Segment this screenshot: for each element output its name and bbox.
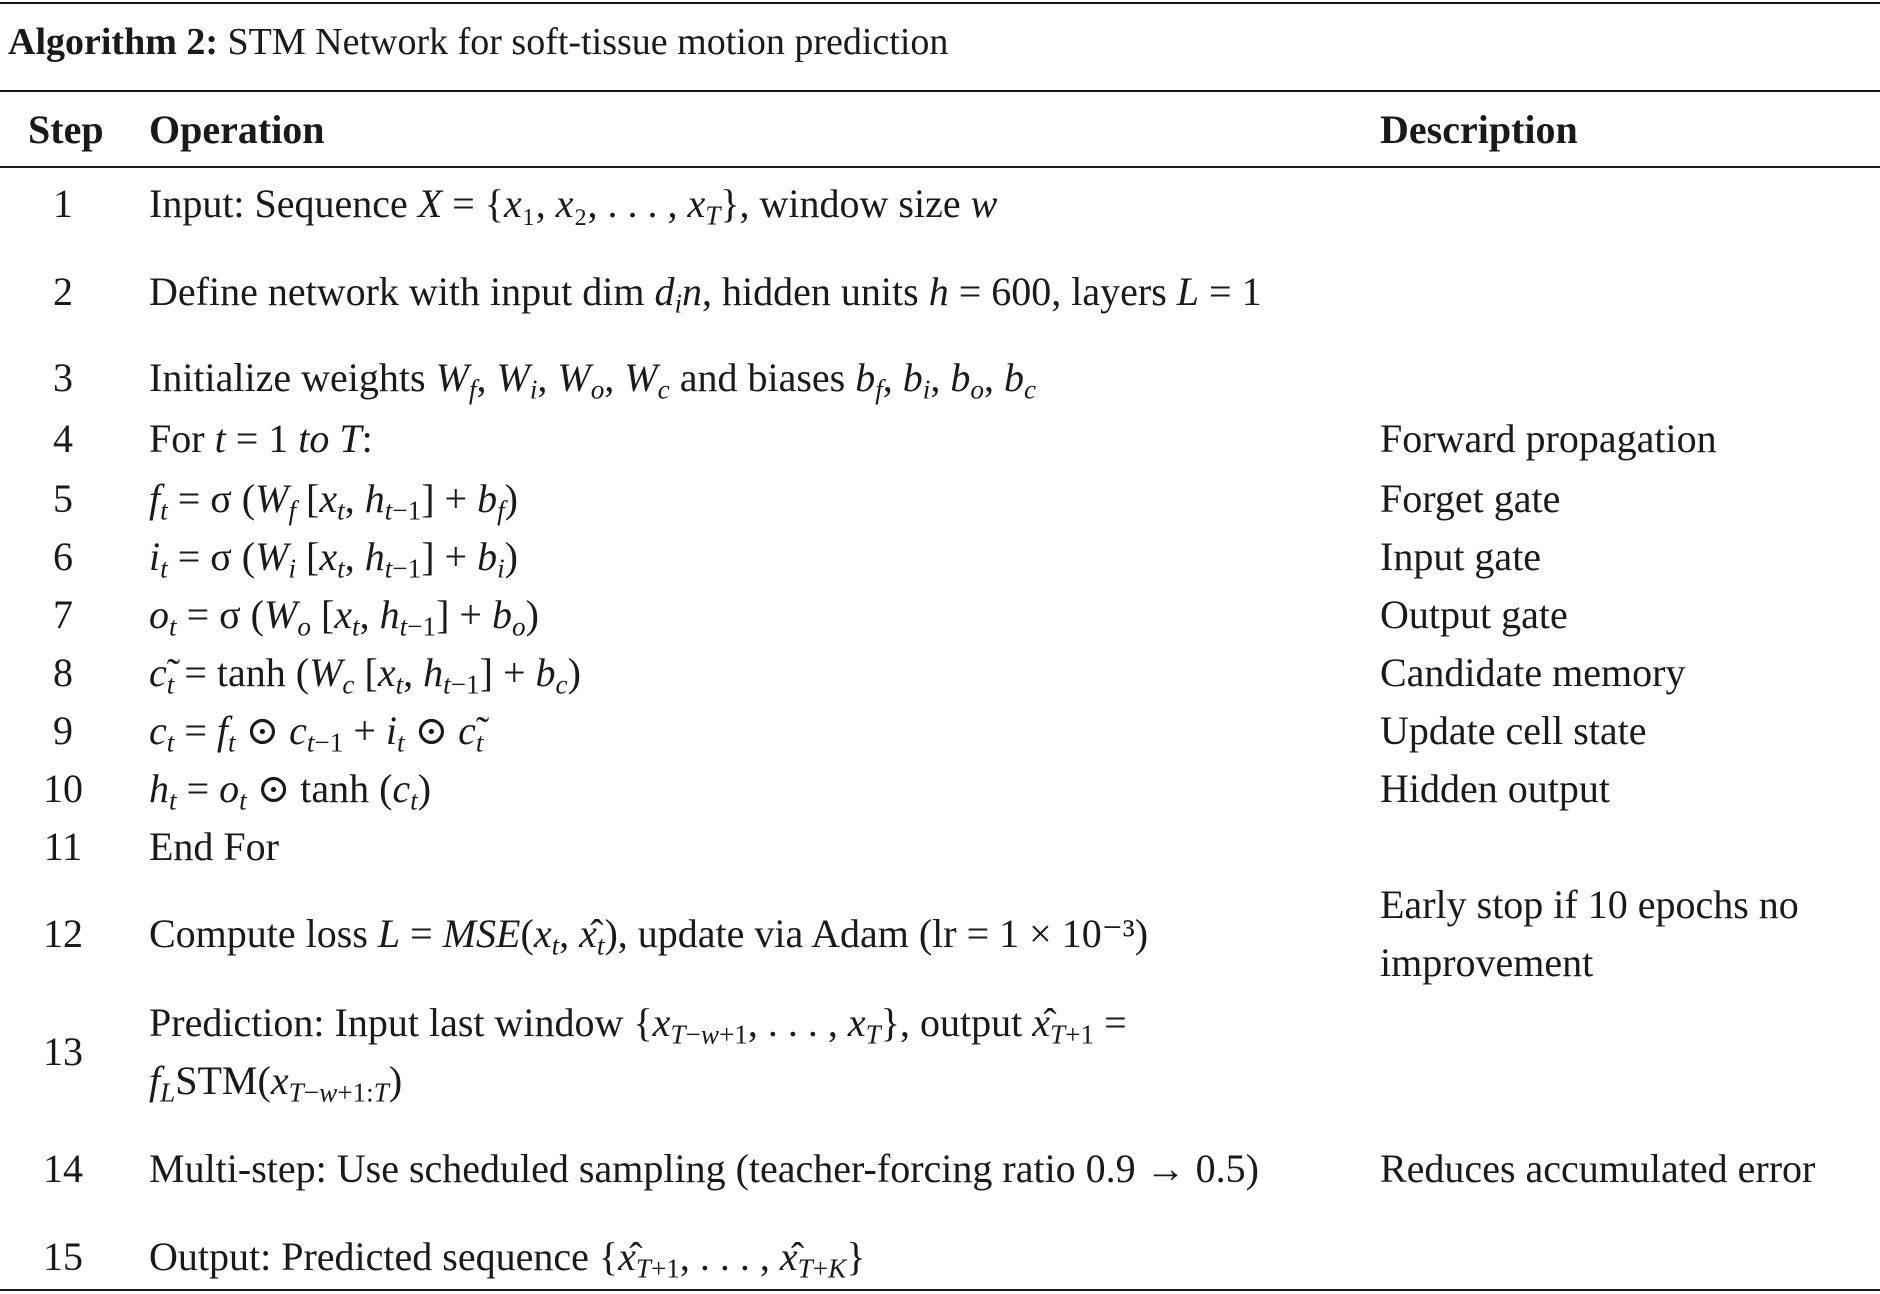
operation-cell (149, 644, 1349, 702)
operation-text: Compute loss $L = MSE(x_t$, $x_t$), update via Adam (lr = 1 × 10⁻³) (149, 911, 1149, 961)
operation-text: $c_t = f_t$ ⊙ $c_{t-1} + i_t$ ⊙ $c_t$ (149, 708, 484, 758)
operation-cell (149, 410, 1349, 468)
step-number: 15 (43, 1234, 83, 1279)
operation-cell (149, 470, 1349, 528)
operation-text: Input: Sequence X = {x₁, x₂, . . . , $x_T$}, window size w (149, 181, 998, 231)
step-number: 14 (43, 1146, 83, 1191)
operation-cell (149, 1110, 1349, 1228)
operation-cell (149, 174, 1349, 234)
operation-text: For t = 1 to T: (149, 416, 373, 461)
description-text: Reduces accumulated error (1380, 1146, 1816, 1191)
operation-text: $i_t = \sigma$ ($W_i$ [$x_t$, $h_{t-1}] + b_i$) (149, 534, 518, 584)
operation-cell (149, 818, 1349, 876)
caption-rule (0, 90, 1880, 92)
step-number: 5 (53, 476, 73, 521)
header-step: Step (28, 107, 104, 152)
description-cell (1380, 760, 1870, 818)
operation-cell (149, 234, 1349, 350)
step-number: 7 (53, 592, 73, 637)
operation-text: $o_t = \sigma$ ($W_o$ [$x_t$, $h_{t-1}] + b_o$) (149, 592, 539, 642)
step-number: 4 (53, 416, 73, 461)
description-cell (1380, 702, 1870, 760)
step-number: 2 (53, 269, 73, 314)
description-text: Update cell state (1380, 708, 1647, 753)
step-number: 9 (53, 708, 73, 753)
description-text: Output gate (1380, 592, 1568, 637)
operation-cell (149, 994, 1349, 1110)
table-row (0, 586, 1880, 644)
operation-cell (149, 876, 1349, 992)
table-row (0, 470, 1880, 528)
operation-cell (149, 1228, 1349, 1286)
description-text: Hidden output (1380, 766, 1610, 811)
operation-text: Initialize weights $W_f$, $W_i$, $W_o$, $W_c$ and biases $b_f$, $b_i$, $b_o$, $b_c$ (149, 355, 1037, 405)
description-text: Forget gate (1380, 476, 1561, 521)
table-row (0, 1110, 1880, 1228)
table-row (0, 174, 1880, 234)
table-row (0, 760, 1880, 818)
step-number: 11 (43, 824, 83, 869)
table-row (0, 410, 1880, 468)
header-operation: Operation (149, 107, 325, 152)
operation-text: Define network with input dim $d_in$, hidden units h = 600, layers L = 1 (149, 269, 1262, 319)
operation-text: Multi-step: Use scheduled sampling (teacher-forcing ratio 0.9 → 0.5) (149, 1146, 1259, 1191)
step-number: 13 (43, 1029, 83, 1074)
description-text: Forward propagation (1380, 416, 1717, 461)
table-row (0, 644, 1880, 702)
table-row (0, 528, 1880, 586)
operation-cell (149, 702, 1349, 760)
table-row (0, 702, 1880, 760)
description-text: Input gate (1380, 534, 1542, 579)
operation-cell (149, 586, 1349, 644)
step-number: 10 (43, 766, 83, 811)
step-number: 6 (53, 534, 73, 579)
description-cell (1380, 528, 1870, 586)
operation-cell (149, 760, 1349, 818)
table-row (0, 994, 1880, 1110)
operation-text: $c_t = \tanh (W_c$ [$x_t$, $h_{t-1}] + b_c$) (149, 650, 581, 700)
operation-text: Prediction: Input last window {$x_{T-w+1}$, . . . , $x_T$}, output $x_{T+1} = f_LSTM(x_{T-w+1:T})$ (149, 1000, 1137, 1108)
table-row (0, 876, 1880, 992)
operation-text: $f_t = \sigma$ ($W_f$ [$x_t$, $h_{t-1}] + b_f$) (149, 476, 518, 526)
operation-cell (149, 348, 1349, 408)
caption-label: Algorithm 2: (8, 21, 219, 63)
operation-cell (149, 528, 1349, 586)
operation-text: $h_t = o_t$ ⊙ $\tanh (c_t)$ (149, 766, 432, 816)
description-cell (1380, 470, 1870, 528)
description-text: Candidate memory (1380, 650, 1686, 695)
table-row (0, 1228, 1880, 1286)
description-cell (1380, 1110, 1870, 1228)
table-row (0, 348, 1880, 408)
description-cell (1380, 1228, 1870, 1286)
step-number: 12 (43, 911, 83, 956)
description-cell (1380, 410, 1870, 468)
operation-text: Output: Predicted sequence {$x_{T+1}$, . . . , $x_{T+K}$} (149, 1234, 866, 1284)
description-cell (1380, 994, 1870, 1110)
step-number: 1 (53, 181, 73, 226)
step-number: 3 (53, 355, 73, 400)
header-description: Description (1380, 107, 1578, 152)
description-cell (1380, 876, 1870, 992)
caption-title: STM Network for soft-tissue motion prediction (227, 21, 949, 63)
description-cell (1380, 348, 1870, 408)
step-number: 8 (53, 650, 73, 695)
description-cell (1380, 234, 1870, 350)
description-cell (1380, 818, 1870, 876)
table-row (0, 234, 1880, 350)
operation-text: End For (149, 824, 279, 869)
description-cell (1380, 586, 1870, 644)
table-row (0, 818, 1880, 876)
algorithm-caption (8, 12, 948, 72)
top-rule (0, 2, 1880, 4)
bottom-rule (0, 1289, 1880, 1291)
description-cell (1380, 174, 1870, 234)
description-cell (1380, 644, 1870, 702)
header-rule (0, 166, 1880, 168)
description-text: Early stop if 10 epochs no improvement (1380, 882, 1809, 985)
